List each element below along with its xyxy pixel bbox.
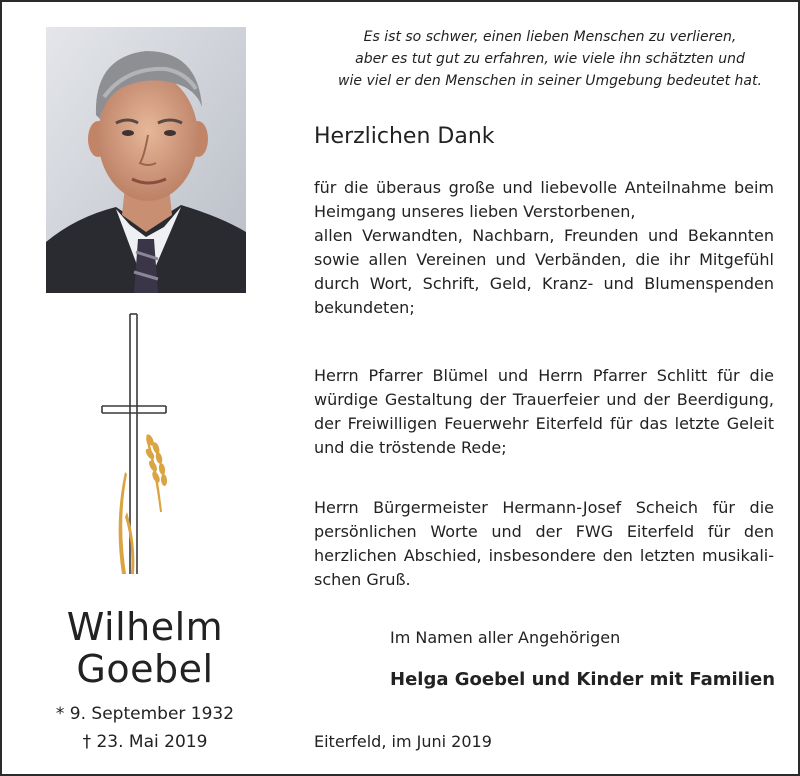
paragraph-line: und die tröstende Rede; xyxy=(314,438,507,457)
paragraph-line: der Freiwilligen Feuerwehr Eiterfeld für das letzte Geleit xyxy=(314,414,774,433)
paragraph-line: Herrn Pfarrer Blümel und Herrn Pfarrer Schlitt für die xyxy=(314,366,774,385)
deceased-last-name: Goebel xyxy=(76,647,214,691)
deceased-first-name: Wilhelm xyxy=(66,605,224,649)
quote-line: Es ist so schwer, einen lieben Menschen zu verlieren, xyxy=(363,29,737,45)
thanks-paragraph-2 xyxy=(314,364,774,460)
paragraph-line: schen Gruß. xyxy=(314,570,411,589)
thanks-paragraph-3 xyxy=(314,496,774,592)
quote-line: wie viel er den Menschen in seiner Umgebung bedeutet hat. xyxy=(338,73,762,89)
place-date: Eiterfeld, im Juni 2019 xyxy=(314,732,492,751)
paragraph-line: für die überaus große und liebevolle Anteilnahme beim xyxy=(314,178,774,197)
paragraph-line: würdige Gestaltung der Trauerfeier und der Beerdigung, xyxy=(314,390,774,409)
memorial-quote xyxy=(300,26,800,92)
thanks-heading: Herzlichen Dank xyxy=(314,124,495,149)
on-behalf-line: Im Namen aller Angehörigen xyxy=(390,628,621,647)
quote-line: aber es tut gut zu erfahren, wie viele ihn schätzten und xyxy=(355,51,745,67)
death-date: † 23. Mai 2019 xyxy=(82,732,208,752)
paragraph-line: Heimgang unseres lieben Verstorbenen, xyxy=(314,202,636,221)
thanks-paragraph-1 xyxy=(314,176,774,320)
cross-with-wheat-icon xyxy=(100,312,200,582)
family-signature: Helga Goebel und Kinder mit Familien xyxy=(390,669,776,690)
paragraph-line: herzlichen Abschied, insbesondere den letzten musikali- xyxy=(314,546,774,565)
paragraph-line: durch Wort, Schrift, Geld, Kranz- und Blumenspenden xyxy=(314,274,774,293)
paragraph-line: persönlichen Worte und der FWG Eiterfeld für den xyxy=(314,522,774,541)
paragraph-line: Herrn Bürgermeister Hermann-Josef Scheich für die xyxy=(314,498,774,517)
portrait-photo xyxy=(46,27,246,293)
paragraph-line: bekundeten; xyxy=(314,298,415,317)
paragraph-line: sowie allen Vereinen und Verbänden, die ihr Mitgefühl xyxy=(314,250,774,269)
paragraph-line: allen Verwandten, Nachbarn, Freunden und Bekannten xyxy=(314,226,774,245)
birth-date: * 9. September 1932 xyxy=(55,704,235,724)
